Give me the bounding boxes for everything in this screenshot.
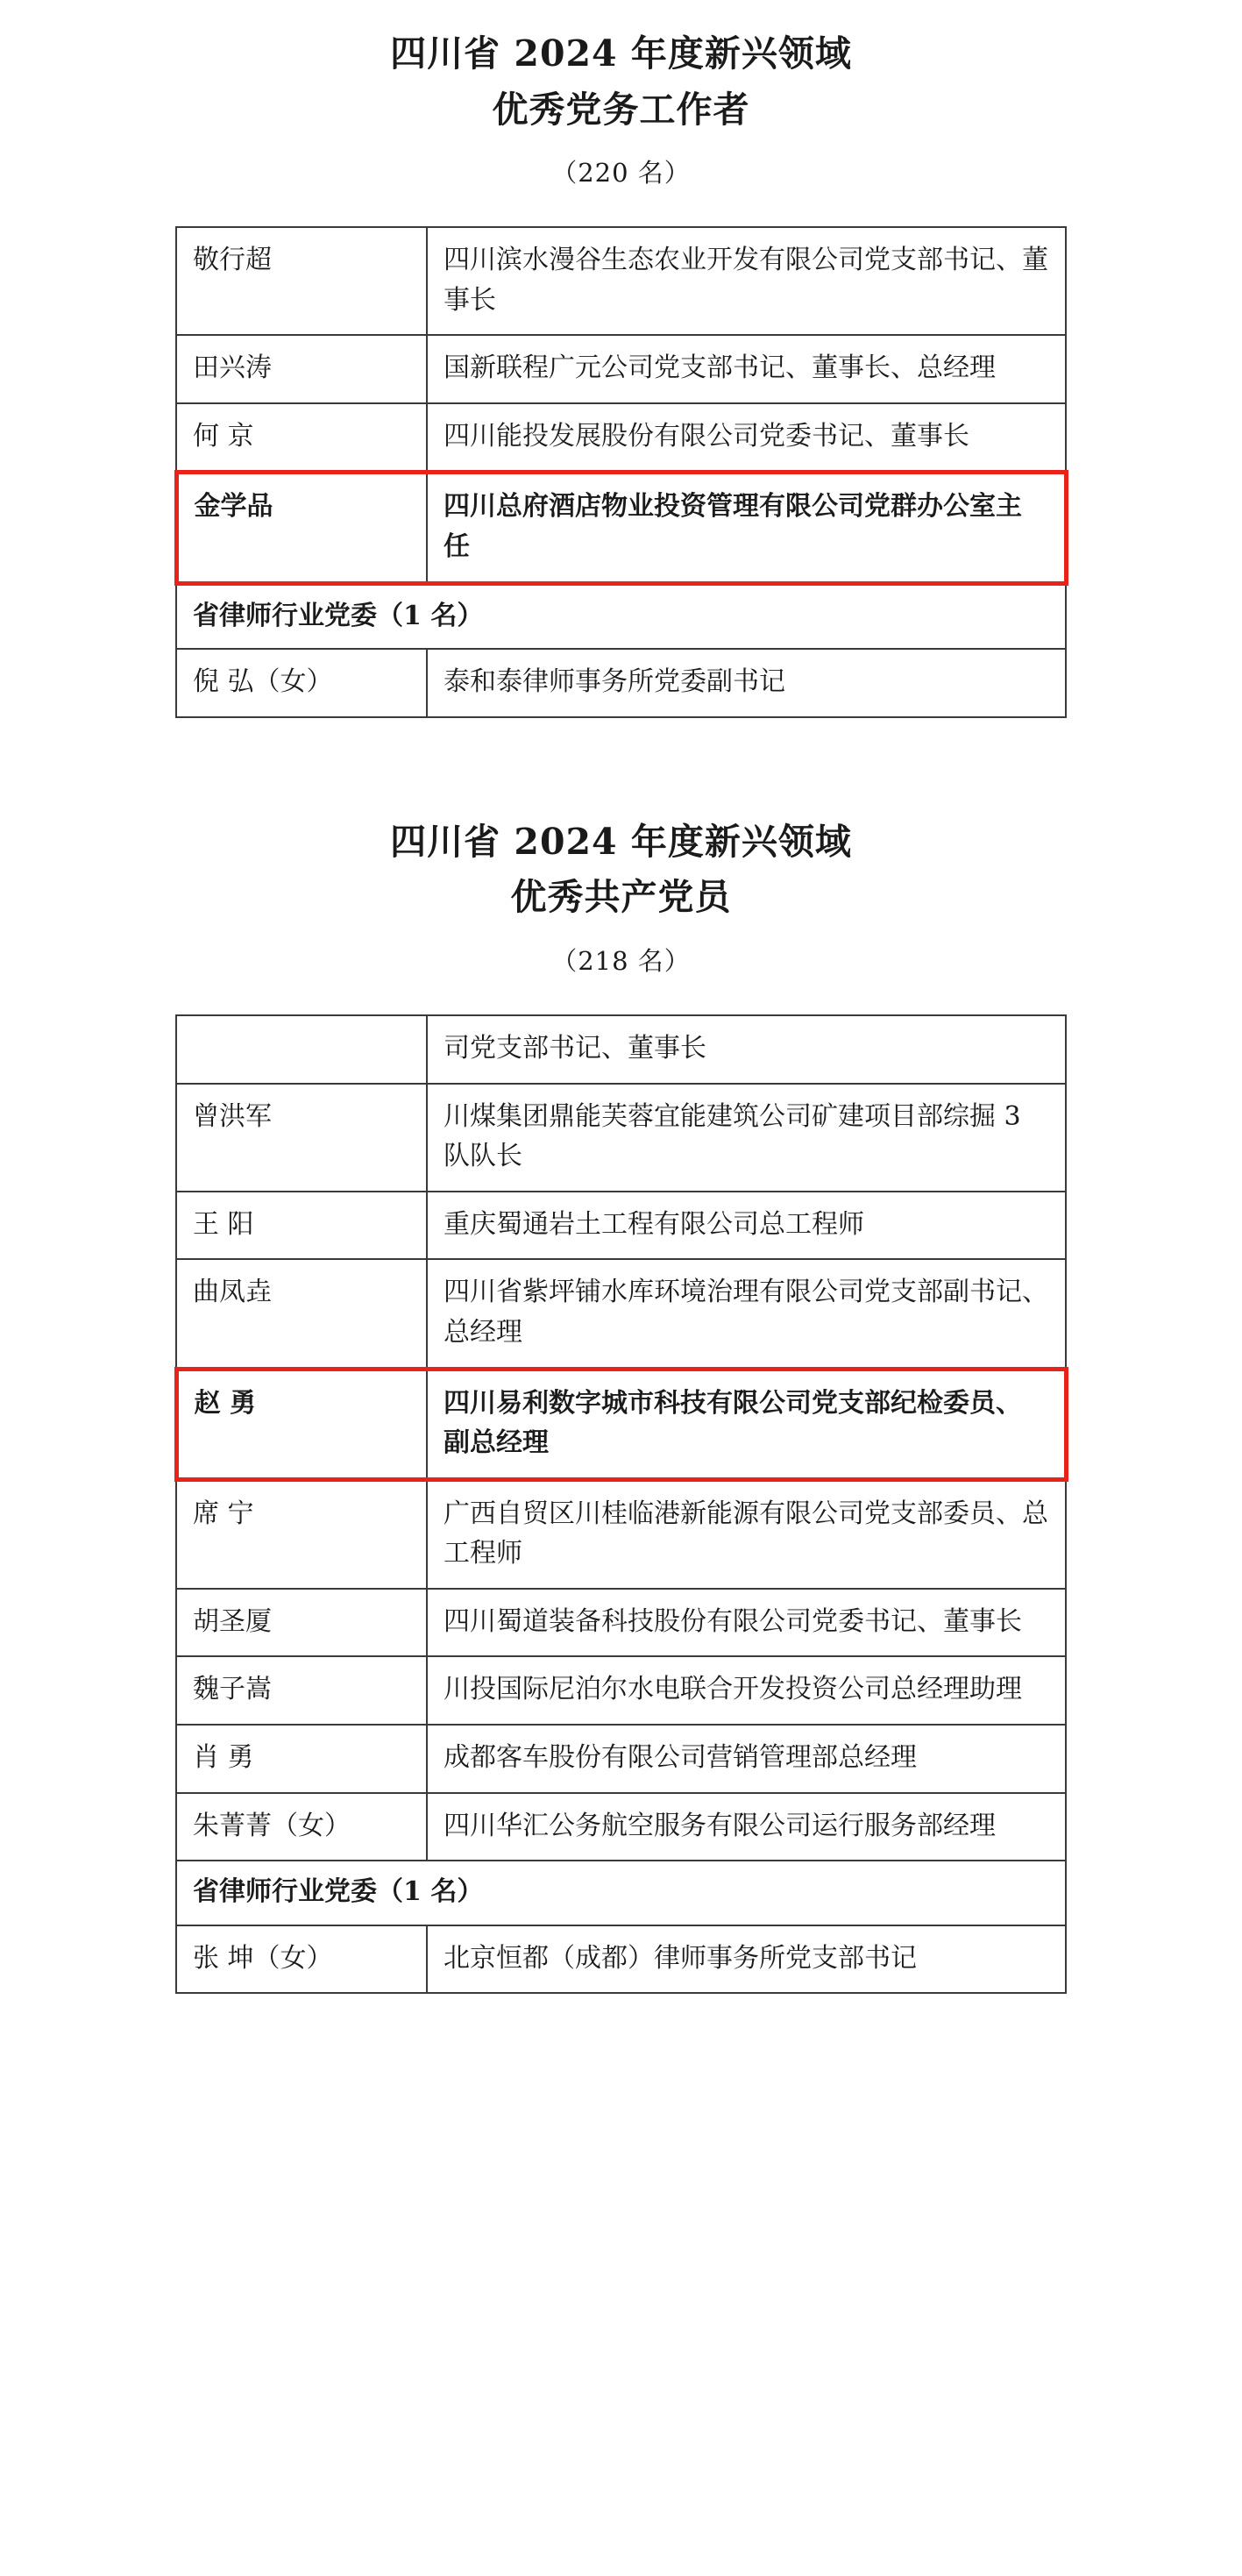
person-name: 何 京: [176, 403, 427, 473]
person-name: 敬行超: [176, 227, 427, 335]
table-row: [176, 1192, 1066, 1260]
roster-table-1: [174, 226, 1068, 718]
table-row: [176, 1259, 1066, 1369]
title-line-1: 四川省 2024 年度新兴领域: [390, 32, 852, 75]
person-name: 肖 勇: [176, 1725, 427, 1793]
person-name: 魏子嵩: [176, 1656, 427, 1725]
section-outstanding-party-workers: [0, 26, 1242, 718]
person-title: 川投国际尼泊尔水电联合开发投资公司总经理助理: [427, 1656, 1066, 1725]
table-row: [176, 1725, 1066, 1793]
group-label: 省律师行业党委（1 名）: [176, 583, 1066, 649]
person-name: 田兴涛: [176, 335, 427, 403]
group-label: 省律师行业党委（1 名）: [176, 1861, 1066, 1925]
section-outstanding-party-members: [0, 815, 1242, 1995]
person-title: 四川华汇公务航空服务有限公司运行服务部经理: [427, 1793, 1066, 1861]
person-name: 王 阳: [176, 1192, 427, 1260]
page-title-1: [0, 26, 1242, 138]
person-name: 曲凤垚: [176, 1259, 427, 1369]
person-name: 倪 弘（女）: [176, 649, 427, 717]
table-row: [176, 649, 1066, 717]
person-title: 重庆蜀通岩土工程有限公司总工程师: [427, 1192, 1066, 1260]
person-name: 金学品: [176, 473, 427, 583]
person-title: 四川总府酒店物业投资管理有限公司党群办公室主任: [427, 473, 1066, 583]
page-subtitle-2: （218 名）: [551, 945, 691, 976]
table-row: [176, 403, 1066, 473]
person-title: 广西自贸区川桂临港新能源有限公司党支部委员、总工程师: [427, 1479, 1066, 1589]
person-name: 张 坤（女）: [176, 1925, 427, 1994]
person-title: 司党支部书记、董事长: [427, 1015, 1066, 1084]
table-row: [176, 1015, 1066, 1084]
page-subtitle-1: （220 名）: [551, 158, 691, 189]
table-row-highlighted: [176, 1369, 1066, 1479]
person-name: 曾洪军: [176, 1084, 427, 1192]
person-name: 朱菁菁（女）: [176, 1793, 427, 1861]
title-line-1: 四川省 2024 年度新兴领域: [390, 820, 852, 863]
person-name: 席 宁: [176, 1479, 427, 1589]
table-row-highlighted: [176, 473, 1066, 583]
roster-table-wrap-2: [174, 1014, 1068, 1995]
title-line-2: 优秀共产党员: [510, 876, 732, 919]
table-row: [176, 1589, 1066, 1657]
person-title: 四川能投发展股份有限公司党委书记、董事长: [427, 403, 1066, 473]
person-name: 赵 勇: [176, 1369, 427, 1479]
person-title: 泰和泰律师事务所党委副书记: [427, 649, 1066, 717]
table-row: [176, 1656, 1066, 1725]
person-title: 四川蜀道装备科技股份有限公司党委书记、董事长: [427, 1589, 1066, 1657]
table-row: [176, 1479, 1066, 1589]
person-title: 四川滨水漫谷生态农业开发有限公司党支部书记、董事长: [427, 227, 1066, 335]
group-header-row: [176, 583, 1066, 649]
person-title: 北京恒都（成都）律师事务所党支部书记: [427, 1925, 1066, 1994]
group-header-row: [176, 1861, 1066, 1925]
person-title: 四川省紫坪铺水库环境治理有限公司党支部副书记、总经理: [427, 1259, 1066, 1369]
table-row: [176, 1793, 1066, 1861]
roster-table-wrap-1: [174, 226, 1068, 718]
table-row: [176, 335, 1066, 403]
person-title: 四川易利数字城市科技有限公司党支部纪检委员、副总经理: [427, 1369, 1066, 1479]
table-row: [176, 227, 1066, 335]
person-title: 川煤集团鼎能芙蓉宜能建筑公司矿建项目部综掘 3 队队长: [427, 1084, 1066, 1192]
person-name: [176, 1015, 427, 1084]
table-row: [176, 1925, 1066, 1994]
roster-table-2: [174, 1014, 1068, 1995]
table-row: [176, 1084, 1066, 1192]
person-name: 胡圣厦: [176, 1589, 427, 1657]
title-line-2: 优秀党务工作者: [492, 88, 750, 131]
page-title-2: [0, 815, 1242, 926]
person-title: 成都客车股份有限公司营销管理部总经理: [427, 1725, 1066, 1793]
person-title: 国新联程广元公司党支部书记、董事长、总经理: [427, 335, 1066, 403]
